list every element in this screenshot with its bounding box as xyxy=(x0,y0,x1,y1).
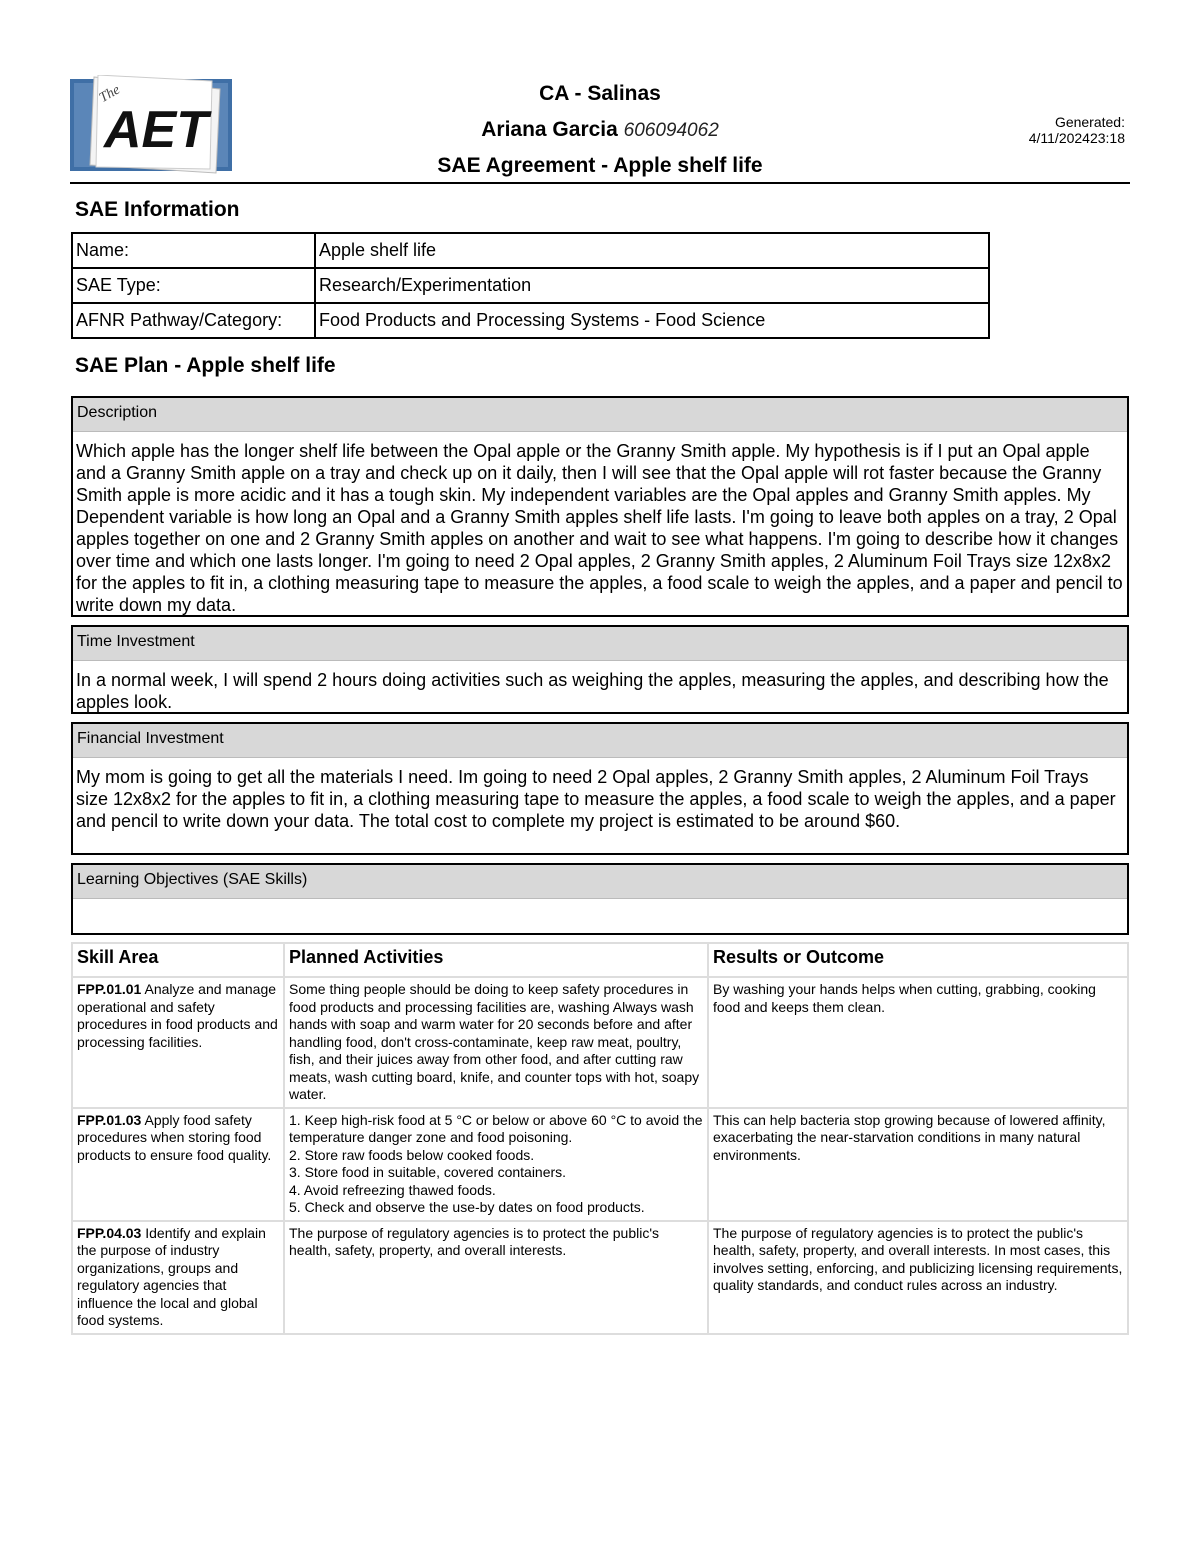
student-line xyxy=(330,112,870,148)
plan-section-body: In a normal week, I will spend 2 hours doing activities such as weighing the apples, measuring the apples, and describing how the apples look. xyxy=(76,670,1109,712)
planned-activities-cell: 1. Keep high-risk food at 5 °C or below or above 60 °C to avoid the temperature danger zone and food poisoning. 2. Store raw foods below cooked foods. 3. Store food in suitable, covered containers. 4. Avoid refreezing thawed foods. 5. Check and observe the use-by dates on food products. xyxy=(284,1108,708,1221)
plan-financial-investment xyxy=(71,722,1129,855)
skill-code: FPP.01.01 xyxy=(77,981,142,997)
column-header: Skill Area xyxy=(72,943,284,977)
info-label: AFNR Pathway/Category: xyxy=(72,303,315,338)
info-row-name xyxy=(72,233,989,268)
plan-section-body: Which apple has the longer shelf life between the Opal apple or the Granny Smith apple. My hypothesis is if I put an Opal apple and a Granny Smith apple on a tray and check up on it daily, then I will see that the Opal apple will rot faster because the Granny Smith apple is more acidic and it has a tough skin. My independent variables are the Opal apples and Granny Smith apples. My Dependent variable is how long an Opal and a Granny Smith apples shelf life lasts. I'm going to leave both apples on a tray, 2 Opal apples together on one and 2 Granny Smith apples on another and wait to see what happens. I'm going to describe how it changes over time and which one lasts longer. I'm going to need 2 Opal apples, 2 Granny Smith apples, 2 Aluminum Foil Trays size 12x8x2 for the apples to fit in, a clothing measuring tape to measure the apples, a food scale to weigh the apples, and a paper and pencil to write down my data. xyxy=(76,441,1123,615)
skill-area-cell xyxy=(72,1108,284,1221)
planned-activities-cell: Some thing people should be doing to keep safety procedures in food products and processing facilities are, washing Always wash hands with soap and warm water for 20 seconds before and after handling food, don't cross-contaminate, keep raw meat, poultry, fish, and their juices away from other food, and after cutting raw meats, wash cutting board, knife, and counter tops with hot, soapy water. xyxy=(284,977,708,1108)
skill-text: Analyze and manage operational and safety procedures in food products and processing facilities. xyxy=(77,981,278,1050)
plan-description xyxy=(71,396,1129,617)
skill-area-cell xyxy=(72,977,284,1108)
skill-code: FPP.01.03 xyxy=(77,1111,142,1128)
plan-learning-objectives xyxy=(71,863,1129,935)
sae-info-title: SAE Information xyxy=(75,198,240,221)
school-name: CA - Salinas xyxy=(539,82,661,105)
results-cell: The purpose of regulatory agencies is to protect the public's health, safety, property, and overall interests. In most cases, this involves setting, enforcing, and publicizing licensing requirements, quality standards, and conduct rules across an industry. xyxy=(708,1221,1128,1334)
skill-text: Identify and explain the purpose of industry organizations, groups and regulatory agencies that influence the local and global food systems. xyxy=(77,1224,266,1328)
generated-label: Generated: xyxy=(1054,114,1125,130)
info-label: SAE Type: xyxy=(72,268,315,303)
aet-logo-graphic xyxy=(70,75,232,175)
plan-section-body xyxy=(73,899,1127,909)
logo-text: AET xyxy=(104,101,208,159)
column-header: Planned Activities xyxy=(284,943,708,977)
column-header: Results or Outcome xyxy=(708,943,1128,977)
plan-section-heading: Time Investment xyxy=(73,627,1127,661)
table-row xyxy=(72,1221,1128,1334)
info-label: Name: xyxy=(72,233,315,268)
info-value: Food Products and Processing Systems - Food Science xyxy=(315,303,989,338)
table-row xyxy=(72,1108,1128,1221)
plan-section-heading: Description xyxy=(73,398,1127,432)
plan-section-heading: Financial Investment xyxy=(73,724,1127,758)
sae-info-table xyxy=(71,232,990,339)
logo-small-text: The xyxy=(97,82,123,106)
student-name: Ariana Garcia xyxy=(481,118,618,141)
generated-stamp xyxy=(1029,114,1125,146)
results-cell: By washing your hands helps when cutting, grabbing, cooking food and keeps them clean. xyxy=(708,977,1128,1108)
aet-logo xyxy=(70,75,232,175)
document-header xyxy=(330,76,870,184)
skill-area-cell xyxy=(72,1221,284,1334)
info-row-type xyxy=(72,268,989,303)
generated-value: 4/11/202423:18 xyxy=(1028,130,1125,146)
header-divider xyxy=(70,182,1130,184)
skills-table xyxy=(71,942,1129,1335)
plan-section-body: My mom is going to get all the materials I need. Im going to need 2 Opal apples, 2 Granny Smith apples, 2 Aluminum Foil Trays size 12x8x2 for the apples to fit in, a clothing measuring tape to measure the apples, a food scale to weigh the apples, and a paper and pencil to write down your data. The total cost to complete my project is estimated to be around $60. xyxy=(76,767,1116,831)
skills-header-row xyxy=(72,943,1128,977)
info-value: Research/Experimentation xyxy=(315,268,989,303)
info-row-pathway xyxy=(72,303,989,338)
plan-time-investment xyxy=(71,625,1129,714)
sae-plan-title: SAE Plan - Apple shelf life xyxy=(75,354,336,377)
table-row xyxy=(72,977,1128,1108)
results-cell: This can help bacteria stop growing because of lowered affinity, exacerbating the near-starvation conditions in many natural environments. xyxy=(708,1108,1128,1221)
info-value: Apple shelf life xyxy=(315,233,989,268)
skill-code: FPP.04.03 xyxy=(77,1224,142,1241)
skill-text: Apply food safety procedures when storing food products to ensure food quality. xyxy=(77,1111,272,1163)
document-title: SAE Agreement - Apple shelf life xyxy=(437,154,763,177)
planned-activities-cell: The purpose of regulatory agencies is to protect the public's health, safety, property, and overall interests. xyxy=(284,1221,708,1334)
student-id: 606094062 xyxy=(623,120,719,141)
plan-section-heading: Learning Objectives (SAE Skills) xyxy=(73,865,1127,899)
